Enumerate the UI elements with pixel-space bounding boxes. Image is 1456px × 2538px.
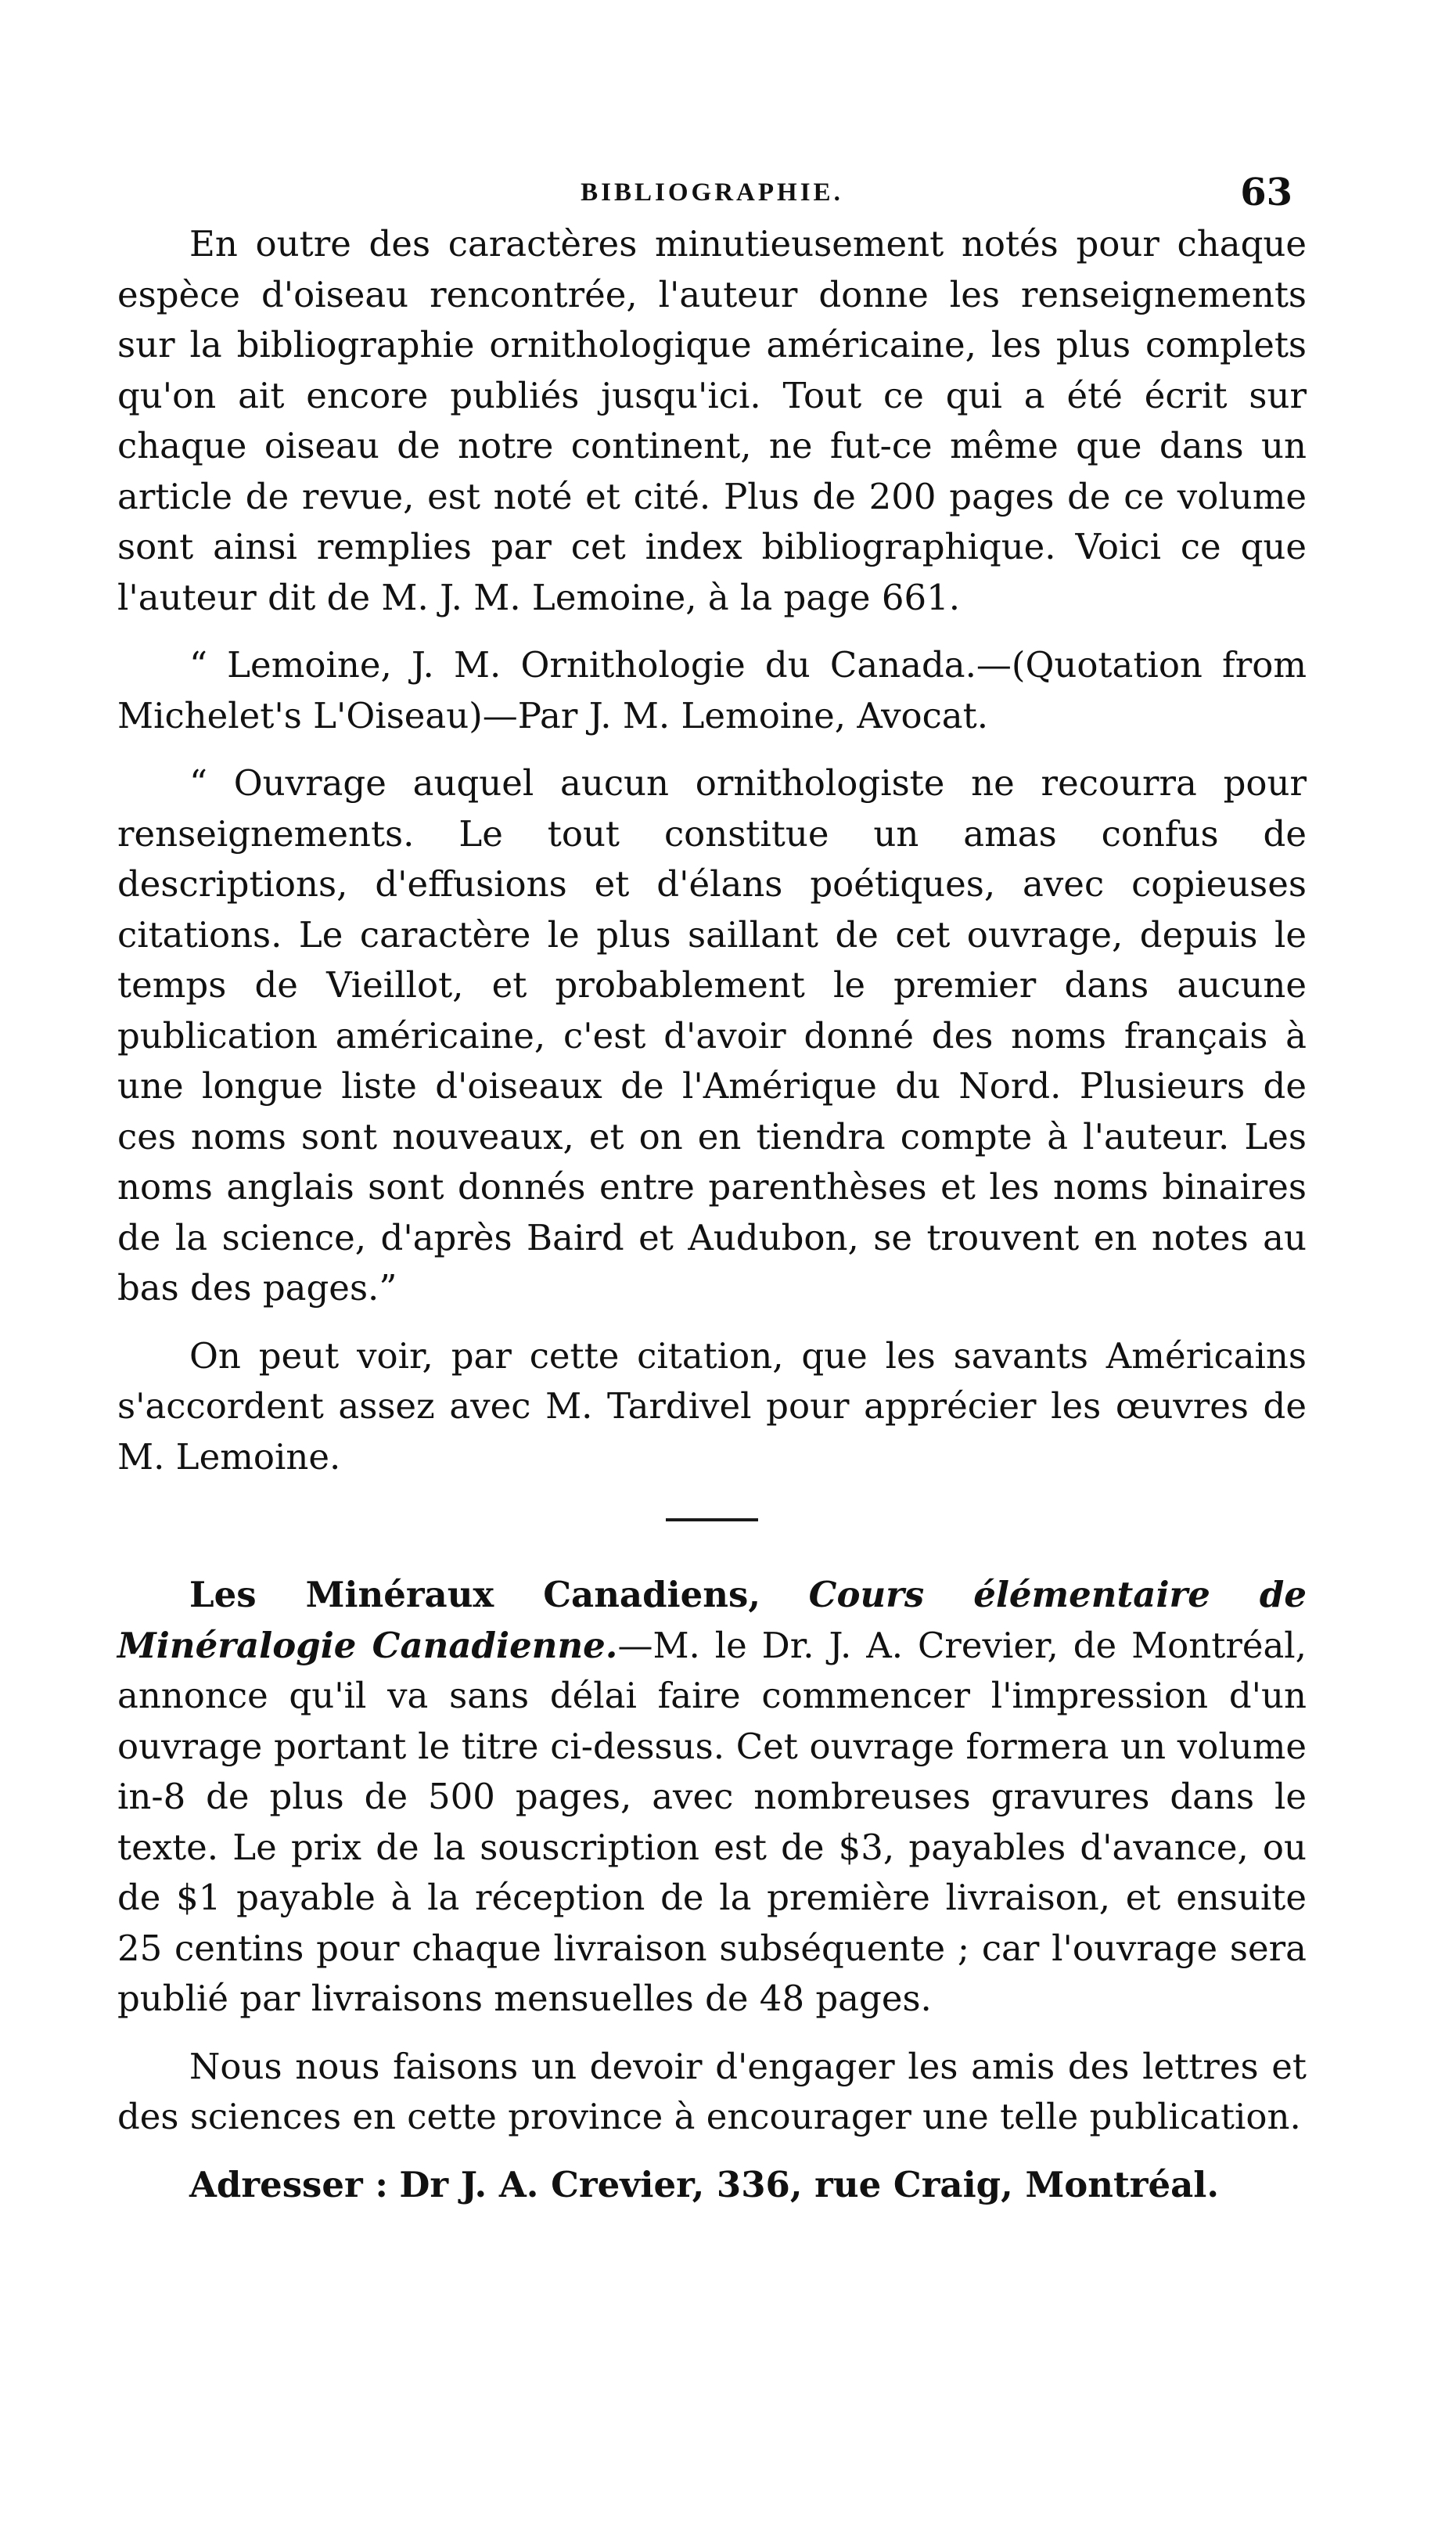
paragraph-citation-quote: “ Ouvrage auquel aucun ornithologiste ne recourra pour renseignements. Le tout constitue un amas confus de descriptions, d'effusions et d'élans poétiques, avec copieuses citations. Le caractère le plus saillant de cet ouvrage, depuis le temps de Vieillot, et probablement le premier dans aucune publication américaine, c'est d'avoir donné des noms français à une longue liste d'oiseaux de l'Amérique du Nord. Plusieurs de ces noms sont nouveaux, et on en tiendra compte à l'auteur. Les noms anglais sont donnés entre parenthèses et les noms binaires de la science, d'après Baird et Audubon, se trouvent en notes au bas des pages.” xyxy=(117,762,1307,1309)
paragraph-appeal: Nous nous faisons un devoir d'engager les amis des lettres et des sciences en cette province à encourager une telle publication. xyxy=(117,2045,1307,2137)
running-head xyxy=(117,133,1307,214)
address-label: Adresser : xyxy=(189,2163,389,2205)
paragraph-notice xyxy=(117,1570,1307,2025)
notice-lead-subtitle: Cours élémentaire de Minéralogie Canadienne. xyxy=(117,1574,1307,1666)
paragraph-address xyxy=(117,2160,1307,2211)
paragraph-conclusion: On peut voir, par cette citation, que les savants Américains s'accordent assez avec M. Tardivel pour apprécier les œuvres de M. Lemoine. xyxy=(117,1334,1307,1478)
running-title: BIBLIOGRAPHIE. xyxy=(581,178,843,207)
notice-body: —M. le Dr. J. A. Crevier, de Montréal, annonce qu'il va sans délai faire commencer l'impression d'un ouvrage portant le titre ci-dessus. Cet ouvrage formera un volume in-8 de plus de 500 pages, avec nombreuses gravures dans le texte. Le prix de la souscription est de $3, payables d'avance, ou de $1 payable à la réception de la première livraison, et ensuite 25 centins pour chaque livraison subséquente ; car l'ouvrage sera publié par livraisons mensuelles de 48 pages. xyxy=(117,1624,1307,2019)
page xyxy=(117,133,1307,2227)
paragraph-citation-entry: “ Lemoine, J. M. Ornithologie du Canada.—(Quotation from Michelet's L'Oiseau)—Par J. M. Lemoine, Avocat. xyxy=(117,644,1307,736)
address-value: Dr J. A. Crevier, 336, rue Craig, Montréal. xyxy=(399,2163,1220,2205)
paragraph-bibliography: En outre des caractères minutieusement notés pour chaque espèce d'oiseau rencontrée, l'auteur donne les renseignements sur la bibliographie ornithologique américaine, les plus complets qu'on ait encore publiés jusqu'ici. Tout ce qui a été écrit sur chaque oiseau de notre continent, ne fut-ce même que dans un article de revue, est noté et cité. Plus de 200 pages de ce volume sont ainsi remplies par cet index bibliographique. Voici ce que l'auteur dit de M. J. M. Lemoine, à la page 661. xyxy=(117,223,1307,618)
section-divider xyxy=(666,1518,758,1521)
page-number: 63 xyxy=(1240,171,1292,214)
notice-lead-title: Les Minéraux Canadiens, xyxy=(189,1574,760,1615)
